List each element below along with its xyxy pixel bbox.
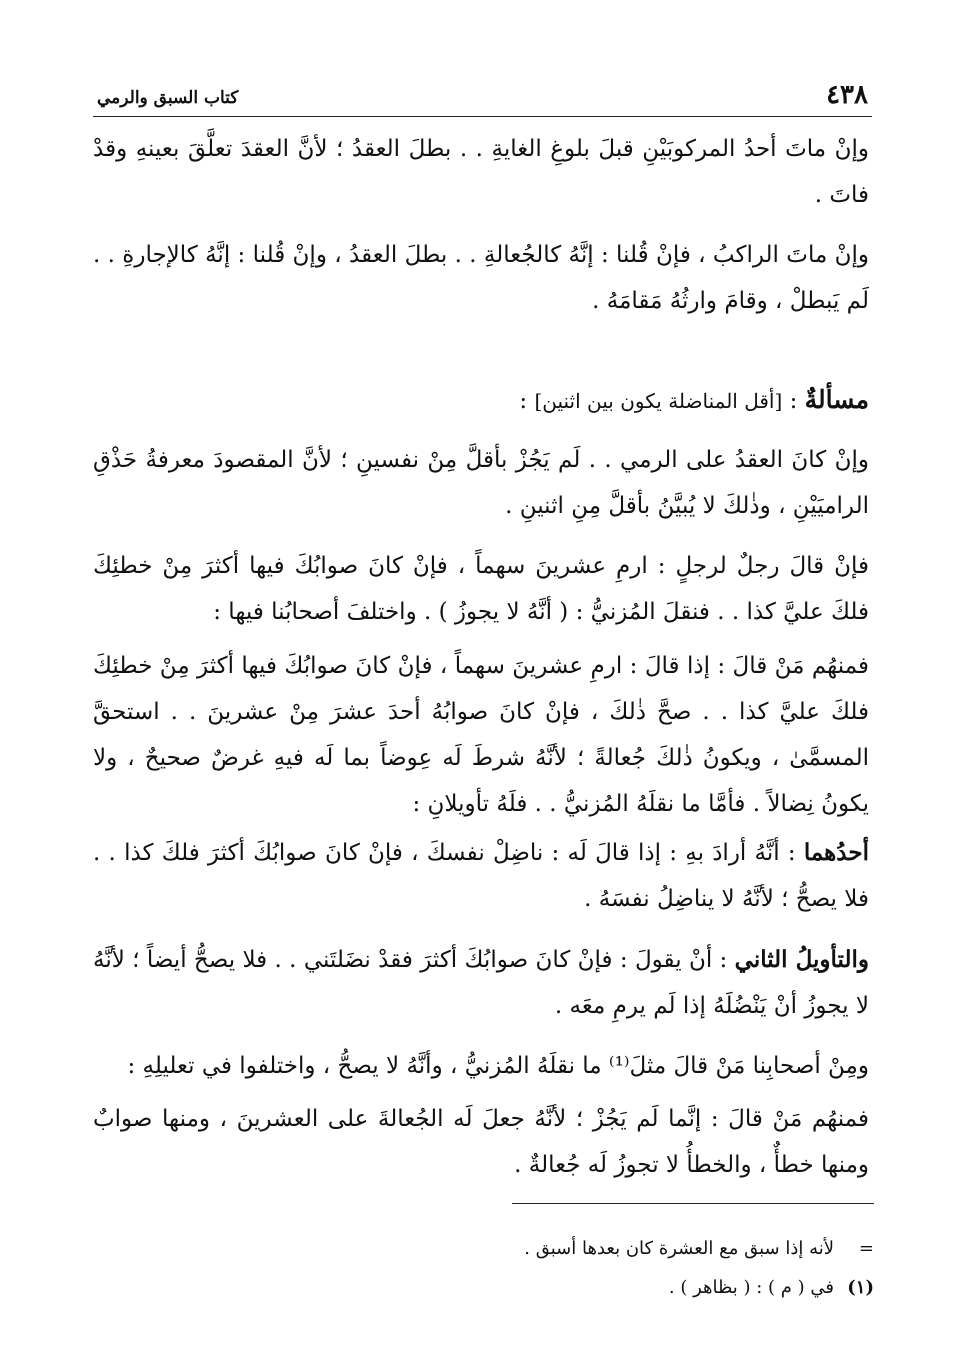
footnote-text: في ( م ) : ( بظاهر ) . xyxy=(668,1277,834,1298)
paragraph-text: فإنْ قالَ رجلٌ لرجلٍ : ارمِ عشرينَ سهماً ، فإنْ كانَ صوابُكَ فيها أكثرَ مِنْ خطئِكَ فلكَ عليَّ كذا . . فنقلَ المُزنيُّ : ( أنَّهُ لا يجوزُ ) . واختلفَ أصحابُنا فيها : xyxy=(93,553,869,625)
paragraph-text: ومِنْ أصحابِنا مَنْ قالَ مثلَ⁽¹⁾ ما نقلَهُ المُزنيُّ ، وأنَّهُ لا يصحُّ ، واختلفوا في تعليلِهِ : xyxy=(127,1053,869,1079)
footnote-continuation xyxy=(93,1233,874,1265)
running-title: كتاب السبق والرمي xyxy=(97,88,239,108)
footnote-marker: (١) xyxy=(847,1277,874,1298)
masala-subtitle: [أقل المناضلة يكون بين اثنين] xyxy=(534,389,783,413)
footnote-1 xyxy=(93,1272,874,1304)
paragraph-lead: أحدُهما xyxy=(803,839,869,866)
masala-label: مسألةٌ xyxy=(804,385,869,414)
body-paragraph-7 xyxy=(93,1096,869,1188)
footnote-text: لأنه إذا سبق مع العشرة كان بعدها أسبق . xyxy=(524,1238,834,1259)
footnote-marker: = xyxy=(858,1238,874,1259)
paragraph-lead: والتأويلُ الثاني xyxy=(734,946,869,973)
paragraph-text: : أنْ يقولَ : فإنْ كانَ صوابُكَ أكثرَ فقدْ نضَلتَني . . فلا يصحُّ أيضاً ؛ لأنَّهُ لا يجوزُ أنْ يَنْضُلَهُ إذا لَم يرمِ معَه . xyxy=(93,947,869,1019)
body-paragraph-2 xyxy=(93,543,869,635)
paragraph-text: فمنهُم مَنْ قالَ : إذا قالَ : ارمِ عشرينَ سهماً ، فإنْ كانَ صوابُكَ فيها أكثرَ مِنْ خطئِكَ فلكَ عليَّ كذا . . صحَّ ذٰلكَ ، فإنْ كانَ صوابُهُ أحدَ عشرَ مِنْ عشرينَ . . استحقَّ المسمَّىٰ ، ويكونُ ذٰلكَ جُعالةً ؛ لأنَّهُ شرطَ لَه عِوضاً بما لَه فيهِ غرضٌ صحيحٌ ، ولا يكونُ نِضالاً . فأمَّا ما نقلَهُ المُزنيُّ . . فلَهُ تأويلانِ : xyxy=(93,653,869,817)
body-paragraph-5 xyxy=(93,937,869,1029)
paragraph-text: وإنْ كانَ العقدُ على الرمي . . لَم يَجُزْ بأقلَّ مِنْ نفسينِ ؛ لأنَّ المقصودَ معرفةُ حَذْقِ الراميَيْنِ ، وذٰلكَ لا يُبيَّنُ بأقلَّ مِنِ اثنينِ . xyxy=(93,447,869,519)
body-paragraph-6 xyxy=(93,1043,869,1089)
body-paragraph-3 xyxy=(93,643,869,827)
paragraph-text: فمنهُم مَنْ قالَ : إنَّما لَم يَجُزْ ؛ لأنَّهُ جعلَ لَه الجُعالةَ على العشرينَ ، ومنها صوابٌ ومنها خطأٌ ، والخطأُ لا تجوزُ لَه جُعالةٌ . xyxy=(93,1106,869,1178)
page-number: ٤٣٨ xyxy=(826,80,868,110)
footnote-separator xyxy=(512,1203,874,1204)
paragraph-2: وإنْ ماتَ الراكبُ ، فإنْ قُلنا : إنَّهُ كالجُعالةِ . . بطلَ العقدُ ، وإنْ قُلنا : إنَّهُ كالإجارةِ . . لَم يَبطلْ ، وقامَ وارثُهُ مَقامَهُ . xyxy=(93,242,869,314)
body-paragraph-1 xyxy=(93,437,869,529)
paragraph-text: : أنَّهُ أرادَ بهِ : إذا قالَ لَه : ناضِلْ نفسكَ ، فإنْ كانَ صوابُكَ أكثرَ فلكَ كذا . . فلا يصحُّ ؛ لأنَّهُ لا يناضِلُ نفسَهُ . xyxy=(93,840,869,912)
page-header xyxy=(93,82,872,117)
masala-end-colon: : xyxy=(519,388,528,414)
paragraph-1: وإنْ ماتَ أحدُ المركوبَيْنِ قبلَ بلوغِ الغايةِ . . بطلَ العقدُ ؛ لأنَّ العقدَ تعلَّقَ بعينهِ وقدْ فاتَ . xyxy=(93,136,869,208)
masala-colon: : xyxy=(789,388,798,414)
body-paragraph-4 xyxy=(93,830,869,922)
masala-heading xyxy=(93,377,869,424)
